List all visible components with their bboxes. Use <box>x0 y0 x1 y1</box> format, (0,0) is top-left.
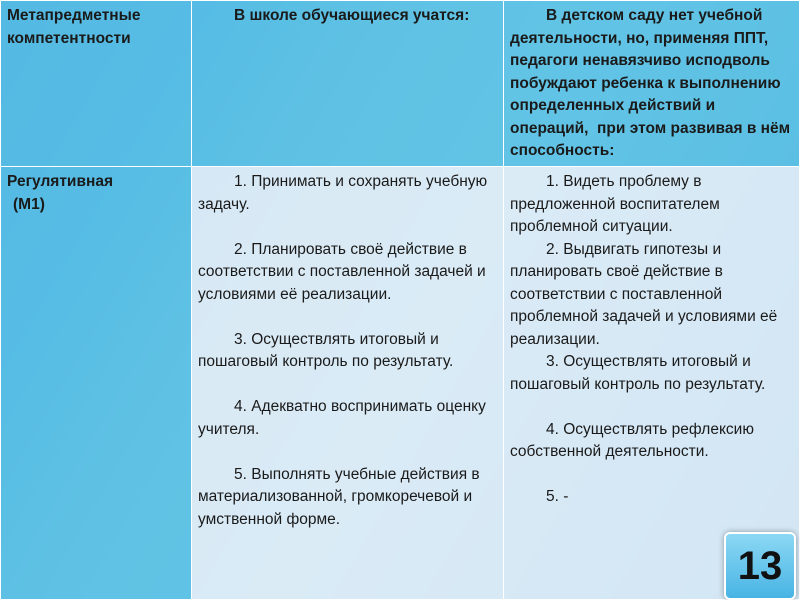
kindergarten-item: 2. Выдвигать гипотезы и планировать своё действие в соответствии с поставленной проблемной задачей и условиями её реализации. <box>510 240 782 348</box>
school-item: 4. Адекватно воспринимать оценку учителя. <box>198 398 491 438</box>
header-kindergarten-label: В детском саду нет учебной деятельности, но, применяя ППТ, педагоги ненавязчиво исподволь побуждают ребенка к выполнению определенных действий и операций, при этом развивая в нём способность: <box>510 7 795 159</box>
kindergarten-item: 4. Осуществлять рефлексию собственной деятельности. <box>510 420 759 460</box>
header-cell-kindergarten <box>504 1 800 167</box>
school-item: 5. Выполнять учебные действия в материализованной, громкоречевой и умственной форме. <box>198 465 484 528</box>
page-number-badge: 13 <box>724 532 796 600</box>
header-competencies-label: Метапредметные компетентности <box>7 7 145 47</box>
school-cell <box>192 167 504 600</box>
school-item: 3. Осуществлять итоговый и пошаговый контроль по результату. <box>198 330 454 370</box>
kindergarten-item: 3. Осуществлять итоговый и пошаговый контроль по результату. <box>510 353 766 393</box>
category-name: Регулятивная <box>7 173 114 190</box>
school-item: 1. Принимать и сохранять учебную задачу. <box>198 173 492 213</box>
header-school-label: В школе обучающиеся учатся: <box>234 7 470 24</box>
category-cell <box>1 167 192 600</box>
table-header-row <box>1 1 800 167</box>
table-row <box>1 167 800 600</box>
kindergarten-item: 1. Видеть проблему в предложенной воспитателем проблемной ситуации. <box>510 173 725 235</box>
header-cell-competencies <box>1 1 192 167</box>
kindergarten-item: 5. - <box>546 488 569 505</box>
school-item: 2. Планировать своё действие в соответствии с поставленной задачей и условиями её реализации. <box>198 240 491 303</box>
category-code: (М1) <box>13 195 45 213</box>
header-cell-school <box>192 1 504 167</box>
